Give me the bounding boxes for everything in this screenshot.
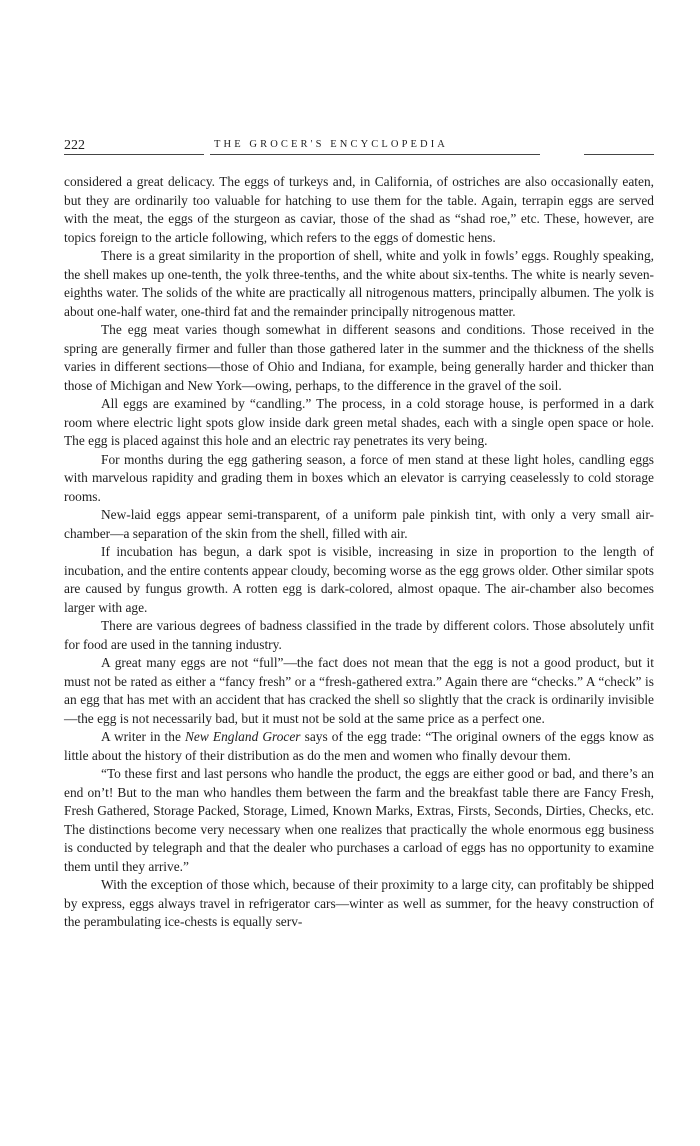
paragraph-10 [64,728,654,765]
paragraph-6: New-laid eggs appear semi-transparent, of a uniform pale pinkish tint, with only a very small air-chamber—a separation of the skin from the shell, filled with air. [64,507,654,541]
paragraph-5: For months during the egg gathering season, a force of men stand at these light holes, candling eggs with marvelous rapidity and grading them in boxes which an elevator is carrying ceaselessly to cold storage rooms. [64,451,654,504]
paragraph-2: There is a great similarity in the proportion of shell, white and yolk in fowls’ eggs. Roughly speaking, the shell makes up one-tenth, the yolk three-tenths, and the white about six-tenths. The white is nearly seven-eighths water. The solids of the white are practically all nitrogenous matters, principally albumen. The yolk is about one-half water, one-third fat and the remainder principally nitrogenous matter. [64,248,654,319]
paragraph-1: considered a great delicacy. The eggs of turkeys and, in California, of ostriches are also occasionally eaten, but they are ordinarily too valuable for hatching to use them for the table. Again, terrapin eggs are served with the meat, the eggs of the sturgeon as caviar, those of the shad as “shad roe,” etc. These, however, are topics foreign to the article following, which refers to the eggs of domestic hens. [64,174,654,245]
paragraph-9: A great many eggs are not “full”—the fact does not mean that the egg is not a good product, but it must not be rated as either a “fancy fresh” or a “fresh-gathered extra.” Again there are “checks.” A “check” is an egg that has met with an accident that has cracked the shell so slightly that the crack is ordinarily invisible—the egg is not necessarily bad, but it must not be sold at the same price as a perfect one. [64,655,654,726]
publication-title: New England Grocer [185,729,301,744]
running-title: THE GROCER'S ENCYCLOPEDIA [214,139,448,150]
page-number: 222 [64,138,85,153]
paragraph-10-text-after: says of the egg trade: “The original owners of the eggs know as little about the history of their distribution as do the men and women who finally devour them. [64,729,655,763]
paragraph-7: If incubation has begun, a dark spot is visible, increasing in size in proportion to the length of incubation, and the entire contents appear cloudy, becoming worse as the egg grows older. Other similar spots are caused by fungus growth. A rotten egg is dark-colored, almost opaque. The air-chamber also becomes larger with age. [64,544,654,615]
paragraph-4: All eggs are examined by “candling.” The process, in a cold storage house, is performed in a dark room where electric light spots glow inside dark green metal shades, each with a single open space or hole. The egg is placed against this hole and an electric ray penetrates its very being. [64,396,654,448]
body-text [64,173,654,932]
paragraph-3: The egg meat varies though somewhat in different seasons and conditions. Those received in the spring are generally firmer and fuller than those gathered later in the summer and the thickness of the shells varies in different sections—those of Ohio and Indiana, for example, being generally harder and thicker than those of Michigan and New York—owing, perhaps, to the difference in the gravel of the soil. [64,322,654,393]
page-header [64,138,654,158]
header-rule-left [64,154,204,155]
header-rule-center [210,154,540,155]
header-rule-right [584,154,654,155]
paragraph-12: With the exception of those which, because of their proximity to a large city, can profitably be shipped by express, eggs always travel in refrigerator cars—winter as well as summer, for the heavy construction of the perambulating ice-chests is equally serv- [64,877,654,929]
paragraph-10-text-before: A writer in the [101,729,185,744]
paragraph-11: “To these first and last persons who handle the product, the eggs are either good or bad, and there’s an end on’t! But to the man who handles them between the farm and the breakfast table there are Fancy Fresh, Fresh Gathered, Storage Packed, Storage, Limed, Known Marks, Extras, Firsts, Seconds, Dirties, Checks, etc. The distinctions become very necessary when one realizes that practically the whole enormous egg business is conducted by telegraph and that the dealer who purchases a carload of eggs has no opportunity to examine them until they arrive.” [64,766,654,874]
paragraph-8: There are various degrees of badness classified in the trade by different colors. Those absolutely unfit for food are used in the tanning industry. [64,618,654,652]
